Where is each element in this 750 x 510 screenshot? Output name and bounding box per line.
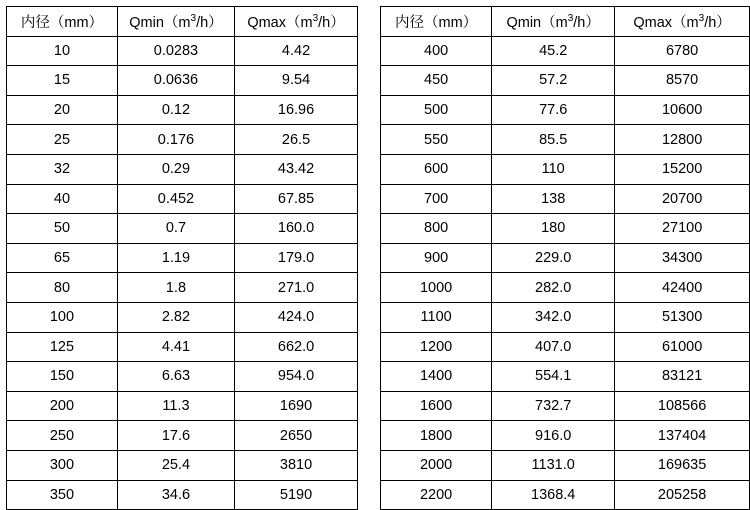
cell-qmax: 16.96 — [235, 95, 358, 125]
cell-qmax: 42400 — [615, 273, 750, 303]
cell-inner-diameter: 1600 — [381, 391, 492, 421]
cell-qmin: 4.41 — [117, 332, 234, 362]
cell-qmin: 1.19 — [117, 243, 234, 273]
cell-qmin: 342.0 — [492, 302, 615, 332]
table-row — [7, 66, 358, 96]
cell-inner-diameter: 550 — [381, 125, 492, 155]
cell-qmin: 6.63 — [117, 362, 234, 392]
table-row — [381, 184, 750, 214]
column-header-inner-diameter — [381, 7, 492, 37]
header-unit-qmin-pre: （m — [163, 14, 191, 31]
cell-qmin: 11.3 — [117, 391, 234, 421]
cell-inner-diameter: 40 — [7, 184, 118, 214]
cell-qmax: 15200 — [615, 154, 750, 184]
table-body — [381, 36, 750, 510]
header-unit-qmax-pre: （m — [672, 14, 699, 31]
cell-inner-diameter: 450 — [381, 66, 492, 96]
cell-qmin: 45.2 — [492, 36, 615, 66]
cell-qmax: 8570 — [615, 66, 750, 96]
table-body — [7, 36, 358, 510]
cell-qmin: 0.452 — [117, 184, 234, 214]
cell-qmin: 0.12 — [117, 95, 234, 125]
cell-inner-diameter: 2000 — [381, 450, 492, 480]
cell-inner-diameter: 400 — [381, 36, 492, 66]
cell-inner-diameter: 900 — [381, 243, 492, 273]
table-header-row — [381, 7, 750, 37]
cell-qmin: 554.1 — [492, 362, 615, 392]
cell-qmin: 229.0 — [492, 243, 615, 273]
cell-inner-diameter: 200 — [7, 391, 118, 421]
cell-qmin: 2.82 — [117, 302, 234, 332]
header-unit-qmax-post: /h） — [318, 14, 345, 31]
cell-inner-diameter: 50 — [7, 214, 118, 244]
cell-inner-diameter: 1800 — [381, 421, 492, 451]
cell-qmax: 34300 — [615, 243, 750, 273]
header-label-qmin: Qmin — [129, 14, 164, 31]
table-row — [381, 362, 750, 392]
table-header — [7, 7, 358, 37]
table-row — [7, 36, 358, 66]
cell-inner-diameter: 350 — [7, 480, 118, 510]
cell-qmin: 34.6 — [117, 480, 234, 510]
cell-qmin: 110 — [492, 154, 615, 184]
table-row — [381, 332, 750, 362]
table-row — [7, 391, 358, 421]
cell-qmin: 57.2 — [492, 66, 615, 96]
cell-qmin: 138 — [492, 184, 615, 214]
cell-qmax: 169635 — [615, 450, 750, 480]
cell-inner-diameter: 500 — [381, 95, 492, 125]
cell-qmin: 25.4 — [117, 450, 234, 480]
table-row — [381, 36, 750, 66]
cell-inner-diameter: 20 — [7, 95, 118, 125]
flow-table-small-diameters — [6, 6, 358, 510]
header-label-inner-diameter: 内径 — [395, 14, 425, 31]
column-header-qmax — [615, 7, 750, 37]
table-row — [381, 66, 750, 96]
table-row — [7, 214, 358, 244]
cell-qmax: 5190 — [235, 480, 358, 510]
table-row — [381, 95, 750, 125]
cell-inner-diameter: 1200 — [381, 332, 492, 362]
table-header-row — [7, 7, 358, 37]
cell-inner-diameter: 600 — [381, 154, 492, 184]
table-row — [7, 302, 358, 332]
table-row — [7, 95, 358, 125]
table-row — [7, 273, 358, 303]
column-header-qmin — [117, 7, 234, 37]
column-header-inner-diameter — [7, 7, 118, 37]
cell-qmin: 17.6 — [117, 421, 234, 451]
cell-qmin: 0.29 — [117, 154, 234, 184]
table-row — [381, 450, 750, 480]
table-row — [381, 302, 750, 332]
cell-qmin: 916.0 — [492, 421, 615, 451]
table-row — [381, 273, 750, 303]
cell-inner-diameter: 1400 — [381, 362, 492, 392]
cell-qmin: 0.7 — [117, 214, 234, 244]
header-unit-qmin-sup: 3 — [567, 12, 574, 24]
cell-inner-diameter: 10 — [7, 36, 118, 66]
header-unit-qmin-sup: 3 — [190, 12, 197, 24]
table-row — [381, 421, 750, 451]
column-header-qmin — [492, 7, 615, 37]
cell-qmax: 179.0 — [235, 243, 358, 273]
cell-qmax: 61000 — [615, 332, 750, 362]
cell-qmin: 1368.4 — [492, 480, 615, 510]
cell-inner-diameter: 100 — [7, 302, 118, 332]
cell-inner-diameter: 2200 — [381, 480, 492, 510]
header-unit-qmin-post: /h） — [196, 14, 223, 31]
cell-qmin: 407.0 — [492, 332, 615, 362]
table-row — [381, 391, 750, 421]
table-row — [7, 332, 358, 362]
cell-inner-diameter: 25 — [7, 125, 118, 155]
cell-qmin: 0.0636 — [117, 66, 234, 96]
cell-qmax: 43.42 — [235, 154, 358, 184]
table-row — [7, 154, 358, 184]
cell-qmin: 1131.0 — [492, 450, 615, 480]
cell-qmin: 1.8 — [117, 273, 234, 303]
cell-qmax: 954.0 — [235, 362, 358, 392]
cell-inner-diameter: 150 — [7, 362, 118, 392]
cell-qmax: 10600 — [615, 95, 750, 125]
cell-qmax: 51300 — [615, 302, 750, 332]
cell-qmax: 3810 — [235, 450, 358, 480]
header-label-qmax: Qmax — [633, 14, 673, 31]
cell-qmin: 282.0 — [492, 273, 615, 303]
header-unit-qmax-post: /h） — [704, 14, 731, 31]
header-label-qmax: Qmax — [247, 14, 286, 31]
cell-inner-diameter: 32 — [7, 154, 118, 184]
header-unit-inner-diameter: （mm） — [424, 14, 478, 31]
header-label-inner-diameter: 内径 — [20, 14, 50, 31]
cell-qmin: 732.7 — [492, 391, 615, 421]
header-unit-qmin-pre: （m — [541, 14, 568, 31]
cell-inner-diameter: 80 — [7, 273, 118, 303]
cell-qmax: 27100 — [615, 214, 750, 244]
cell-inner-diameter: 1100 — [381, 302, 492, 332]
table-row — [7, 184, 358, 214]
column-header-qmax — [235, 7, 358, 37]
table-header — [381, 7, 750, 37]
cell-qmax: 12800 — [615, 125, 750, 155]
cell-qmax: 4.42 — [235, 36, 358, 66]
cell-qmax: 271.0 — [235, 273, 358, 303]
table-row — [7, 450, 358, 480]
cell-qmax: 6780 — [615, 36, 750, 66]
cell-qmax: 662.0 — [235, 332, 358, 362]
header-unit-qmin-post: /h） — [573, 14, 600, 31]
table-row — [381, 480, 750, 510]
cell-qmin: 85.5 — [492, 125, 615, 155]
cell-qmin: 0.176 — [117, 125, 234, 155]
header-unit-inner-diameter: （mm） — [49, 14, 104, 31]
cell-inner-diameter: 250 — [7, 421, 118, 451]
cell-qmax: 1690 — [235, 391, 358, 421]
cell-qmin: 180 — [492, 214, 615, 244]
cell-inner-diameter: 800 — [381, 214, 492, 244]
table-row — [381, 243, 750, 273]
table-row — [7, 480, 358, 510]
cell-qmax: 9.54 — [235, 66, 358, 96]
table-row — [381, 214, 750, 244]
header-unit-qmax-pre: （m — [286, 14, 313, 31]
cell-inner-diameter: 1000 — [381, 273, 492, 303]
table-row — [7, 243, 358, 273]
header-unit-qmax-sup: 3 — [698, 12, 705, 24]
cell-qmax: 67.85 — [235, 184, 358, 214]
cell-qmin: 0.0283 — [117, 36, 234, 66]
flow-table-large-diameters — [380, 6, 750, 510]
cell-qmax: 424.0 — [235, 302, 358, 332]
table-row — [381, 154, 750, 184]
cell-qmax: 20700 — [615, 184, 750, 214]
table-row — [381, 125, 750, 155]
cell-qmax: 108566 — [615, 391, 750, 421]
table-row — [7, 362, 358, 392]
cell-inner-diameter: 300 — [7, 450, 118, 480]
cell-inner-diameter: 125 — [7, 332, 118, 362]
cell-inner-diameter: 700 — [381, 184, 492, 214]
cell-qmax: 137404 — [615, 421, 750, 451]
cell-qmax: 83121 — [615, 362, 750, 392]
cell-inner-diameter: 65 — [7, 243, 118, 273]
cell-qmin: 77.6 — [492, 95, 615, 125]
cell-qmax: 2650 — [235, 421, 358, 451]
cell-qmax: 26.5 — [235, 125, 358, 155]
header-label-qmin: Qmin — [506, 14, 542, 31]
header-unit-qmax-sup: 3 — [312, 12, 319, 24]
table-row — [7, 125, 358, 155]
cell-qmax: 160.0 — [235, 214, 358, 244]
table-row — [7, 421, 358, 451]
cell-inner-diameter: 15 — [7, 66, 118, 96]
cell-qmax: 205258 — [615, 480, 750, 510]
